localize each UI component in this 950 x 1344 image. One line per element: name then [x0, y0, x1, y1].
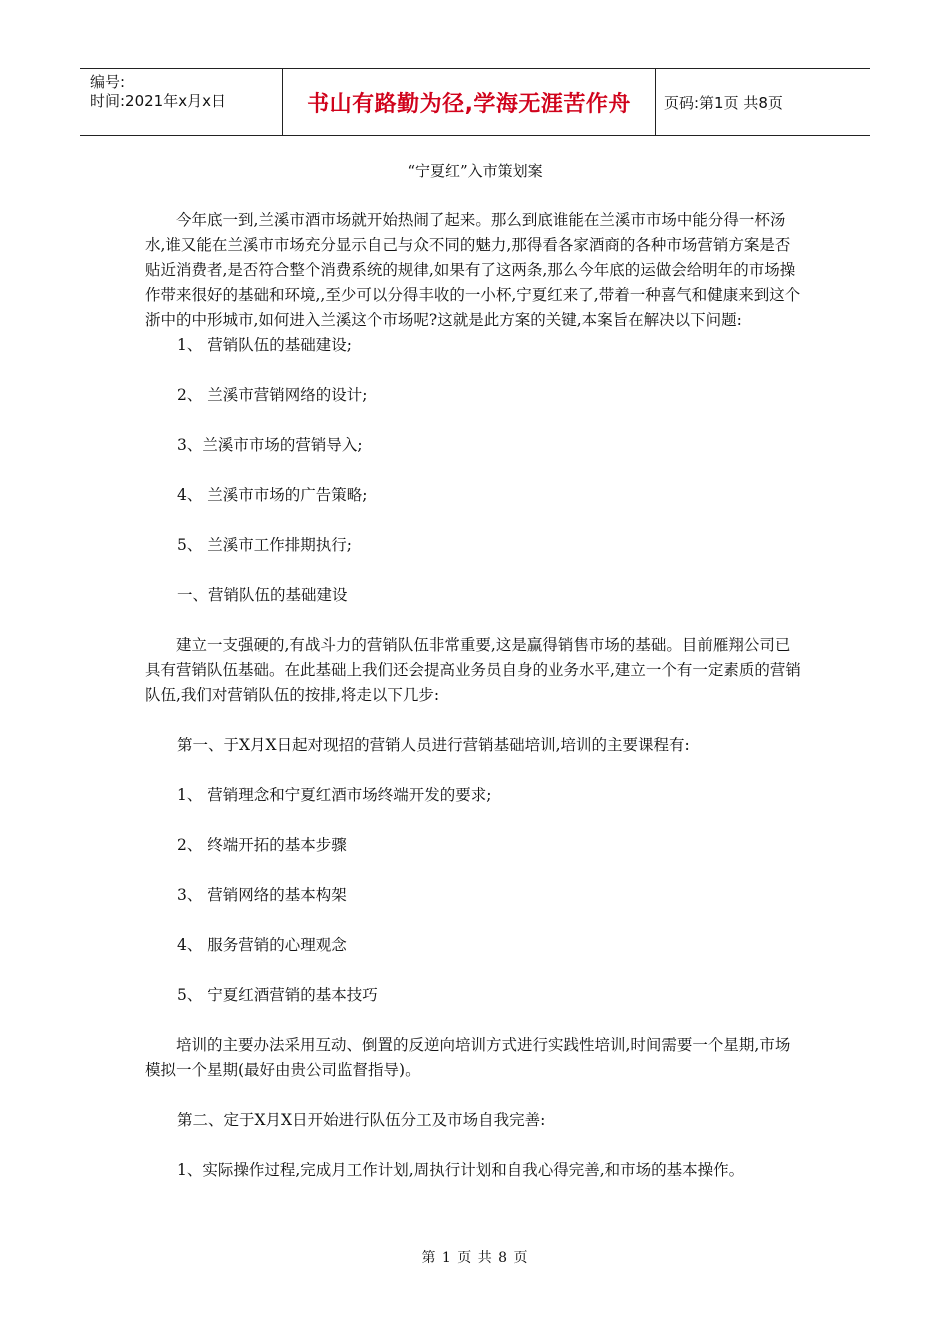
step-two: 第二、定于X月X日开始进行队伍分工及市场自我完善:: [177, 1111, 546, 1129]
section-paragraph: 建立一支强硬的,有战斗力的营销队伍非常重要,这是赢得销售市场的基础。目前雁翔公司已具有营销队伍基础。在此基础上我们还会提高业务员自身的业务水平,建立一个有一定素质的营销队伍,我们对营销队伍的按排,将走以下几步:: [145, 636, 801, 704]
issue-item-1: 1、 营销队伍的基础建设;: [177, 336, 353, 354]
page-header: [80, 68, 870, 136]
page-footer: 第 1 页 共 8 页: [421, 1250, 529, 1266]
motto-text: 书山有路勤为径,学海无涯苦作舟: [307, 91, 631, 117]
course-item-3: 3、 营销网络的基本构架: [177, 886, 347, 904]
course-item-4: 4、 服务营销的心理观念: [177, 936, 347, 954]
header-motto-cell: [282, 69, 656, 135]
issue-item-2: 2、 兰溪市营销网络的设计;: [177, 386, 368, 404]
header-meta: [80, 69, 282, 135]
document-title: “宁夏红”入市策划案: [407, 162, 543, 180]
course-item-5: 5、 宁夏红酒营销的基本技巧: [177, 986, 378, 1004]
time-label: 时间:2021年x月x日: [90, 92, 226, 110]
header-page-info: 页码:第1页 共8页: [664, 93, 783, 112]
step-two-item-1: 1、实际操作过程,完成月工作计划,周执行计划和自我心得完善,和市场的基本操作。: [177, 1161, 745, 1179]
number-label: 编号:: [90, 73, 126, 91]
issue-item-3: 3、兰溪市市场的营销导入;: [177, 436, 363, 454]
training-paragraph: 培训的主要办法采用互动、倒置的反逆向培训方式进行实践性培训,时间需要一个星期,市场模拟一个星期(最好由贵公司监督指导)。: [145, 1036, 791, 1079]
issue-item-5: 5、 兰溪市工作排期执行;: [177, 536, 353, 554]
document-body: [145, 208, 805, 1183]
issue-item-4: 4、 兰溪市市场的广告策略;: [177, 486, 368, 504]
step-one: 第一、于X月X日起对现招的营销人员进行营销基础培训,培训的主要课程有:: [177, 736, 690, 754]
intro-paragraph: 今年底一到,兰溪市酒市场就开始热闹了起来。那么到底谁能在兰溪市市场中能分得一杯汤水,谁又能在兰溪市市场充分显示自己与众不同的魅力,那得看各家酒商的各种市场营销方案是否贴近消费者,是否符合整个消费系统的规律,如果有了这两条,那么今年底的运做会给明年的市场操作带来很好的基础和环境,,至少可以分得丰收的一小杯,宁夏红来了,带着一种喜气和健康来到这个浙中的中形城市,如何进入兰溪这个市场呢?这就是此方案的关键,本案旨在解决以下问题:: [145, 211, 801, 329]
section-heading: 一、营销队伍的基础建设: [177, 586, 348, 604]
course-item-1: 1、 营销理念和宁夏红酒市场终端开发的要求;: [177, 786, 492, 804]
course-item-2: 2、 终端开拓的基本步骤: [177, 836, 347, 854]
